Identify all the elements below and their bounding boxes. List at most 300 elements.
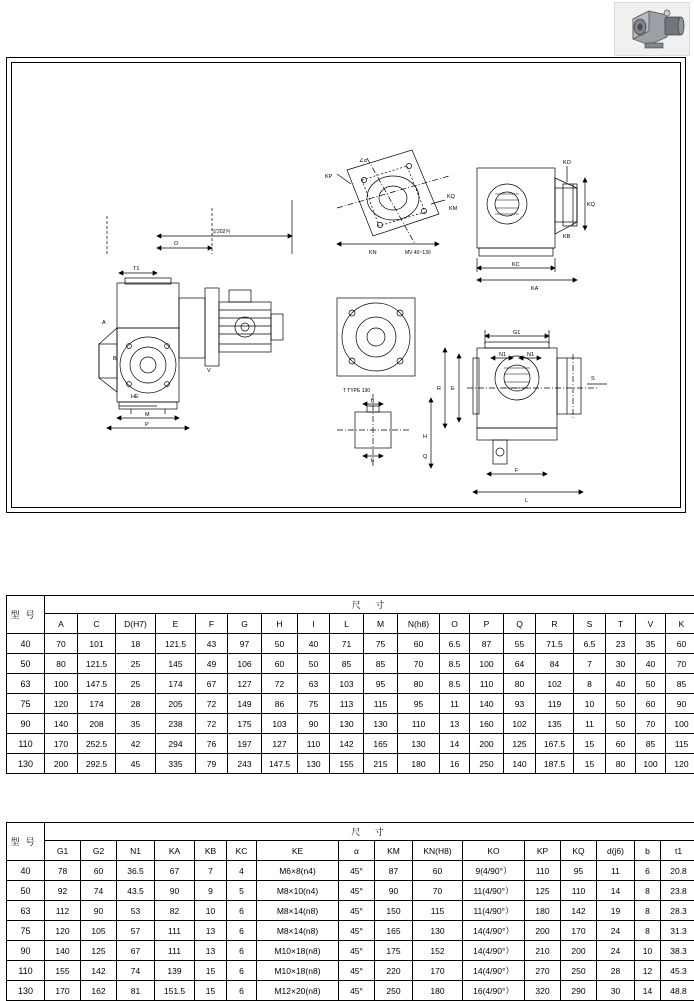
table2-cell: 10 [635,941,661,961]
table1-col-K: K [666,614,694,634]
table1-cell: 85 [330,654,364,674]
table2-cell: 6 [635,861,661,881]
table2-cell: 19 [597,901,635,921]
table2-cell: 200 [525,921,561,941]
table1-cell: 127 [228,674,262,694]
table-row [7,941,694,961]
table2-cell: 24 [597,941,635,961]
table1-cell: 250 [470,754,504,774]
table2-row0-model: 40 [7,861,45,881]
table1-cell: 95 [398,694,440,714]
table2-title: 尺 寸 [45,823,694,841]
table1-cell: 60 [262,654,298,674]
table2-row4-model: 90 [7,941,45,961]
table1-cell: 119 [536,694,574,714]
table1-cell: 28 [116,694,156,714]
table-row [7,674,694,694]
table1-cell: 8.5 [440,654,470,674]
table1-cell: 102 [536,674,574,694]
table2-cell: 110 [525,861,561,881]
table2-cell: 200 [561,941,597,961]
table-row [7,861,694,881]
table1-cell: 60 [666,634,694,654]
table2-row1-model: 50 [7,881,45,901]
table2-cell: 90 [155,881,195,901]
table1-cell: 60 [398,634,440,654]
table2-cell: M10×18(n8) [257,941,339,961]
table1-cell: 35 [116,714,156,734]
table2-cell: 170 [561,921,597,941]
table2-cell: 250 [375,981,413,1001]
dimension-table-1-wrapper [6,595,687,774]
table1-cell: 85 [636,734,666,754]
table1-row4-model: 90 [7,714,45,734]
table2-cell: 10 [195,901,227,921]
table2-cell: 210 [525,941,561,961]
table1-row3-model: 75 [7,694,45,714]
table1-cell: 160 [470,714,504,734]
table1-cell: 40 [298,634,330,654]
table2-col-KB: KB [195,841,227,861]
table2-cell: 130 [413,921,463,941]
svg-text:F: F [515,468,519,474]
table1-cell: 170 [45,734,78,754]
table1-cell: 113 [330,694,364,714]
table2-col-KP: KP [525,841,561,861]
table2-cell: 16(4/90°） [463,981,525,1001]
table1-col-T: T [606,614,636,634]
table1-cell: 14 [440,734,470,754]
svg-text:S: S [591,376,595,382]
table2-cell: 45° [339,961,375,981]
table1-cell: 120 [666,754,694,774]
table2-row3-model: 75 [7,921,45,941]
table1-cell: 110 [298,734,330,754]
table1-cell: 70 [666,654,694,674]
table2-cell: 4 [227,861,257,881]
table1-cell: 208 [78,714,116,734]
table2-cell: 95 [561,861,597,881]
table1-cell: 147.5 [78,674,116,694]
table1-col-E: E [156,614,196,634]
table1-cell: 95 [364,674,398,694]
table2-cell: 250 [561,961,597,981]
table1-cell: 100 [636,754,666,774]
table1-cell: 200 [45,754,78,774]
table2-cell: 151.5 [155,981,195,1001]
table1-cell: 84 [536,654,574,674]
table1-cell: 80 [398,674,440,694]
table1-cell: 18 [116,634,156,654]
table2-cell: 78 [45,861,81,881]
table1-cell: 72 [196,694,228,714]
table2-cell: 165 [375,921,413,941]
table1-row1-model: 50 [7,654,45,674]
table1-cell: 142 [330,734,364,754]
table-row [7,694,694,714]
table1-cell: 102 [504,714,536,734]
table2-cell: M12×20(n8) [257,981,339,1001]
table2-cell: 180 [525,901,561,921]
table2-cell: 270 [525,961,561,981]
svg-text:V: V [207,368,211,374]
table2-cell: 9(4/90°） [463,861,525,881]
table1-cell: 80 [504,674,536,694]
table1-cell: 140 [45,714,78,734]
svg-text:T TYPE 130: T TYPE 130 [343,388,370,394]
svg-text:O: O [174,241,179,247]
table1-col-P: P [470,614,504,634]
table1-cell: 45 [116,754,156,774]
table2-cell: 11(4/90°） [463,881,525,901]
table2-cell: 320 [525,981,561,1001]
table1-cell: 147.5 [262,754,298,774]
table2-cell: 142 [81,961,117,981]
table2-cell: 11 [597,861,635,881]
table2-cell: 152 [413,941,463,961]
table1-cell: 70 [636,714,666,734]
table1-cell: 42 [116,734,156,754]
table1-cell: 130 [364,714,398,734]
table2-cell: 45° [339,881,375,901]
table2-cell: 9 [195,881,227,901]
table-row [7,714,694,734]
table1-cell: 103 [330,674,364,694]
table1-cell: 60 [606,734,636,754]
table2-col-G2: G2 [81,841,117,861]
table2-cell: 125 [525,881,561,901]
table2-cell: 14 [597,881,635,901]
table2-cell: 90 [375,881,413,901]
table2-cell: 45° [339,901,375,921]
svg-text:HE: HE [131,394,139,400]
table1-cell: 175 [228,714,262,734]
table2-cell: 87 [375,861,413,881]
table2-cell: 112 [45,901,81,921]
table1-cell: 35 [636,634,666,654]
table1-col-D: D(H7) [116,614,156,634]
table1-cell: 85 [364,654,398,674]
svg-text:KQ: KQ [587,202,596,208]
table2-cell: 6 [227,901,257,921]
table2-cell: M8×10(n4) [257,881,339,901]
table2-cell: 8 [635,901,661,921]
table1-cell: 10 [574,694,606,714]
table2-cell: 45° [339,861,375,881]
table1-cell: 75 [298,694,330,714]
table1-col-C: C [78,614,116,634]
table2-col-KM: KM [375,841,413,861]
table2-cell: 8 [635,921,661,941]
dimension-table-2 [6,822,694,1001]
table-row [7,654,694,674]
svg-text:KA: KA [531,286,539,292]
table1-cell: 100 [470,654,504,674]
table2-cell: 45° [339,941,375,961]
table1-cell: 11 [574,714,606,734]
table1-cell: 30 [606,654,636,674]
table1-cell: 76 [196,734,228,754]
table1-row6-model: 130 [7,754,45,774]
table2-cell: 15 [195,981,227,1001]
table2-cell: 48.8 [661,981,694,1001]
svg-text:E: E [451,386,455,392]
table2-cell: 13 [195,941,227,961]
table1-cell: 149 [228,694,262,714]
svg-text:T1: T1 [133,266,139,272]
table1-cell: 238 [156,714,196,734]
table1-cell: 50 [636,674,666,694]
table2-model-header: 型号 [7,823,45,861]
table2-row2-model: 63 [7,901,45,921]
table1-cell: 121.5 [156,634,196,654]
svg-text:A: A [102,320,106,326]
table2-cell: 92 [45,881,81,901]
table1-col-S: S [574,614,606,634]
table1-col-Q: Q [504,614,536,634]
table2-cell: 28.3 [661,901,694,921]
table1-cell: 215 [364,754,398,774]
table-row [7,734,694,754]
table2-cell: 45° [339,921,375,941]
table1-cell: 23 [606,634,636,654]
table2-col-G1: G1 [45,841,81,861]
table1-cell: 100 [666,714,694,734]
table1-row2-model: 63 [7,674,45,694]
table1-cell: 167.5 [536,734,574,754]
svg-text:KP: KP [325,174,333,180]
table1-cell: 50 [298,654,330,674]
table2-cell: 74 [81,881,117,901]
table1-col-A: A [45,614,78,634]
table2-cell: 140 [45,941,81,961]
table1-cell: 8 [574,674,606,694]
table1-cell: 115 [666,734,694,754]
table1-cell: 90 [298,714,330,734]
table1-cell: 85 [666,674,694,694]
table1-cell: 75 [364,634,398,654]
table2-cell: 60 [81,861,117,881]
table2-cell: 111 [155,941,195,961]
product-thumbnail [614,2,690,56]
table2-cell: M6×8(n4) [257,861,339,881]
table1-cell: 80 [606,754,636,774]
table2-cell: 67 [117,941,155,961]
table2-cell: 15 [195,961,227,981]
table1-row0-model: 40 [7,634,45,654]
table1-cell: 135 [536,714,574,734]
table1-model-header: 型号 [7,596,45,634]
table2-col-alpha: α [339,841,375,861]
svg-text:H: H [423,434,427,440]
table1-cell: 130 [298,754,330,774]
table2-cell: 120 [45,921,81,941]
table2-cell: 53 [117,901,155,921]
table1-col-H: H [262,614,298,634]
table1-column-header-row [7,614,694,634]
table1-cell: 127 [262,734,298,754]
table2-cell: 60 [413,861,463,881]
table1-cell: 187.5 [536,754,574,774]
table1-cell: 80 [45,654,78,674]
table2-cell: 170 [413,961,463,981]
svg-text:安202内: 安202内 [212,228,230,235]
table2-cell: 142 [561,901,597,921]
svg-text:L: L [525,498,528,504]
table2-cell: 290 [561,981,597,1001]
table1-cell: 40 [606,674,636,694]
svg-text:Q: Q [423,454,428,460]
table1-cell: 140 [504,754,536,774]
table2-cell: 70 [413,881,463,901]
table1-cell: 7 [574,654,606,674]
table2-col-d: d(j6) [597,841,635,861]
table2-cell: 14 [635,981,661,1001]
table2-cell: 6 [227,961,257,981]
svg-text:R: R [437,386,441,392]
table2-col-t1: t1 [661,841,694,861]
table2-cell: 74 [117,961,155,981]
table1-cell: 130 [398,734,440,754]
table2-cell: 28 [597,961,635,981]
table2-cell: 7 [195,861,227,881]
table1-cell: 70 [45,634,78,654]
svg-text:b: b [371,398,374,404]
table2-cell: 36.5 [117,861,155,881]
table2-cell: 175 [375,941,413,961]
table2-col-KO: KO [463,841,525,861]
table2-cell: 220 [375,961,413,981]
table1-cell: 165 [364,734,398,754]
table2-cell: 43.5 [117,881,155,901]
table2-cell: 23.8 [661,881,694,901]
table2-cell: 6 [227,941,257,961]
svg-text:MV 40~130: MV 40~130 [405,250,431,256]
table2-cell: 45.3 [661,961,694,981]
table-row [7,901,694,921]
table2-col-N1: N1 [117,841,155,861]
table1-cell: 50 [606,714,636,734]
table2-cell: 170 [45,981,81,1001]
table2-cell: 14(4/90°） [463,961,525,981]
table1-cell: 174 [156,674,196,694]
table1-cell: 15 [574,734,606,754]
technical-drawing-frame [6,57,686,513]
table1-col-V: V [636,614,666,634]
svg-text:∠α: ∠α [359,157,368,164]
table1-cell: 100 [45,674,78,694]
table1-cell: 174 [78,694,116,714]
table1-col-N: N(h8) [398,614,440,634]
table1-cell: 130 [330,714,364,734]
table1-cell: 40 [636,654,666,674]
table2-cell: 20.8 [661,861,694,881]
table1-cell: 110 [398,714,440,734]
table1-cell: 115 [364,694,398,714]
table1-title-row [7,596,694,614]
table2-cell: 5 [227,881,257,901]
table2-cell: 31.3 [661,921,694,941]
svg-text:P: P [145,422,149,428]
table1-col-L: L [330,614,364,634]
table1-cell: 90 [666,694,694,714]
technical-drawing [7,58,687,514]
table2-cell: 139 [155,961,195,981]
table2-cell: 6 [227,981,257,1001]
table1-cell: 97 [228,634,262,654]
table1-cell: 60 [636,694,666,714]
svg-text:M: M [145,412,150,418]
table2-cell: 67 [155,861,195,881]
table2-col-b: b [635,841,661,861]
table1-cell: 50 [606,694,636,714]
table2-cell: 24 [597,921,635,941]
svg-text:KB: KB [563,234,571,240]
table2-cell: 38.3 [661,941,694,961]
table1-cell: 72 [196,714,228,734]
table1-cell: 6.5 [574,634,606,654]
table2-col-KQ: KQ [561,841,597,861]
table2-cell: 105 [81,921,117,941]
table1-cell: 72 [262,674,298,694]
table1-cell: 93 [504,694,536,714]
table2-cell: 12 [635,961,661,981]
svg-text:KN: KN [369,250,377,256]
table2-row6-model: 130 [7,981,45,1001]
table2-cell: 155 [45,961,81,981]
table2-cell: 14(4/90°） [463,941,525,961]
table-row [7,921,694,941]
table1-cell: 71 [330,634,364,654]
svg-text:N1: N1 [499,352,506,358]
svg-text:KQ: KQ [447,194,456,200]
table2-cell: 45° [339,981,375,1001]
table-row [7,754,694,774]
table1-cell: 125 [504,734,536,754]
table1-cell: 243 [228,754,262,774]
table1-col-F: F [196,614,228,634]
table1-cell: 200 [470,734,504,754]
table1-cell: 11 [440,694,470,714]
table1-col-I: I [298,614,330,634]
table1-cell: 43 [196,634,228,654]
table2-cell: 81 [117,981,155,1001]
table2-cell: 57 [117,921,155,941]
table1-cell: 64 [504,654,536,674]
table2-title-row [7,823,694,841]
table1-cell: 25 [116,654,156,674]
table2-cell: 115 [413,901,463,921]
table1-cell: 63 [298,674,330,694]
table1-cell: 50 [262,634,298,654]
table1-cell: 70 [398,654,440,674]
dimension-table-1 [6,595,694,774]
table2-cell: 162 [81,981,117,1001]
table1-cell: 155 [330,754,364,774]
table1-col-G: G [228,614,262,634]
table1-cell: 140 [470,694,504,714]
table2-cell: 180 [413,981,463,1001]
table2-cell: 150 [375,901,413,921]
table1-cell: 49 [196,654,228,674]
table1-cell: 79 [196,754,228,774]
table1-cell: 67 [196,674,228,694]
table2-cell: 13 [195,921,227,941]
table-row [7,881,694,901]
table2-col-KA: KA [155,841,195,861]
table2-cell: 82 [155,901,195,921]
svg-text:G1: G1 [513,330,520,336]
